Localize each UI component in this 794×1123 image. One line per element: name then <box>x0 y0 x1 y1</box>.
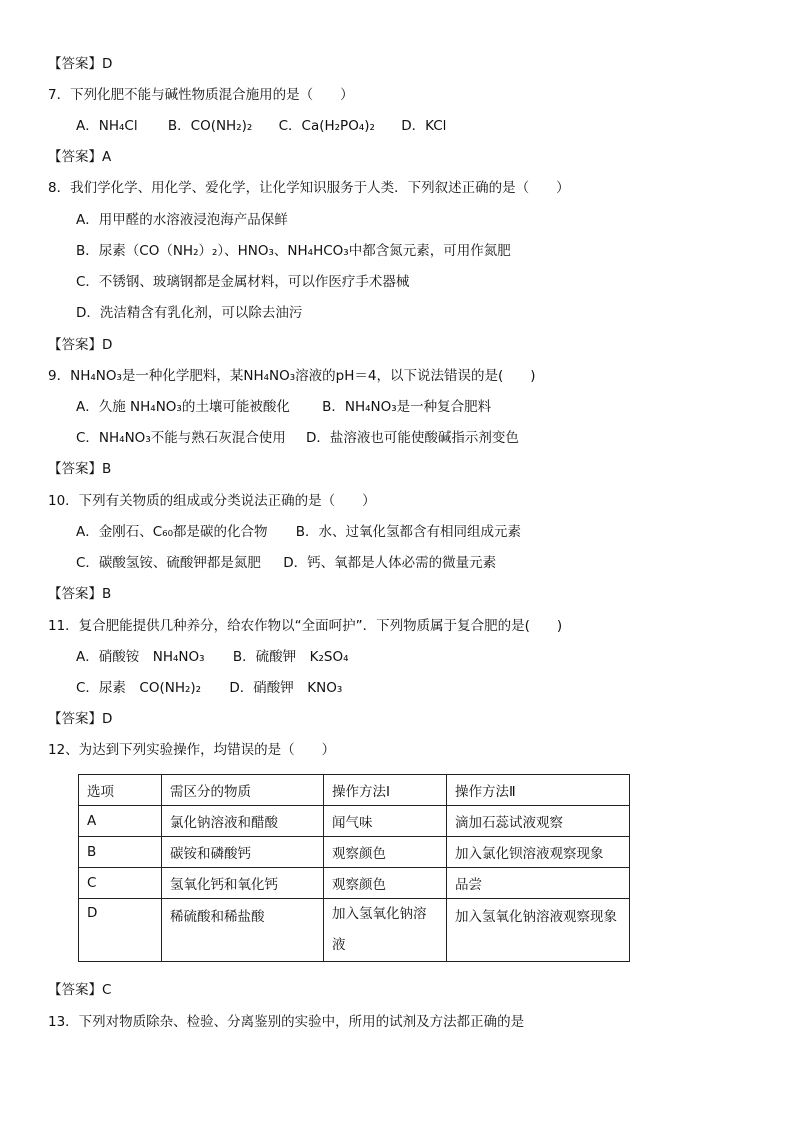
answer-11: 【答案】D <box>48 711 113 727</box>
question-12-table <box>78 774 630 962</box>
q8-option-d: D．洗洁精含有乳化剂，可以除去油污 <box>76 305 303 321</box>
question-8-stem: 8．我们学化学、用化学、爱化学，让化学知识服务于人类．下列叙述正确的是（ ） <box>48 180 570 196</box>
q7-option-c: C．Ca(H₂PO₄)₂ <box>278 118 375 134</box>
question-13-stem: 13．下列对物质除杂、检验、分离鉴别的实验中，所用的试剂及方法都正确的是 <box>48 1014 525 1030</box>
q11-option-c: C．尿素 CO(NH₂)₂ <box>76 680 202 696</box>
answer-8: 【答案】D <box>48 337 113 353</box>
table-cell: 稀硫酸和稀盐酸 <box>162 899 324 962</box>
table-header-cell: 操作方法Ⅱ <box>447 775 630 806</box>
q9-option-b: B．NH₄NO₃是一种复合肥料 <box>322 399 492 415</box>
table-cell: 氢氧化钙和氧化钙 <box>162 868 324 899</box>
table-row <box>79 899 630 962</box>
question-11-options-row2 <box>76 679 342 697</box>
table-cell: 氯化钠溶液和醋酸 <box>162 806 324 837</box>
table-cell: 观察颜色 <box>324 868 447 899</box>
question-10-options-row1 <box>76 523 521 541</box>
q10-option-a: A．金刚石、C₆₀都是碳的化合物 <box>76 524 268 540</box>
q10-option-c: C．碳酸氢铵、硫酸钾都是氮肥 <box>76 555 261 571</box>
q9-option-a: A．久施 NH₄NO₃的土壤可能被酸化 <box>76 399 290 415</box>
table-cell: 加入氢氧化钠溶液观察现象 <box>447 899 630 962</box>
table-row <box>79 806 630 837</box>
q7-option-a: A．NH₄Cl <box>76 118 138 134</box>
table-cell: D <box>79 899 162 962</box>
question-11-options-row1 <box>76 648 348 666</box>
table-cell: 加入氢氧化钠溶液 <box>324 899 447 962</box>
question-9-stem: 9．NH₄NO₃是一种化学肥料，某NH₄NO₃溶液的pH＝4，以下说法错误的是( ) <box>48 368 536 384</box>
table-header-cell: 选项 <box>79 775 162 806</box>
question-9-options-row2 <box>76 429 519 447</box>
q11-option-b: B．硫酸钾 K₂SO₄ <box>232 649 349 665</box>
question-10-stem: 10．下列有关物质的组成或分类说法正确的是（ ） <box>48 493 376 509</box>
q10-option-b: B．水、过氧化氢都含有相同组成元素 <box>295 524 522 540</box>
table-cell: C <box>79 868 162 899</box>
q10-option-d: D．钙、氧都是人体必需的微量元素 <box>283 555 497 571</box>
table-cell: 滴加石蕊试液观察 <box>447 806 630 837</box>
table-header-cell: 需区分的物质 <box>162 775 324 806</box>
q7-option-d: D．KCl <box>401 118 447 134</box>
question-10-options-row2 <box>76 554 496 572</box>
question-7-options <box>76 117 446 135</box>
answer-7: 【答案】A <box>48 149 112 165</box>
q11-option-a: A．硝酸铵 NH₄NO₃ <box>76 649 205 665</box>
q7-option-b: B．CO(NH₂)₂ <box>167 118 253 134</box>
q8-option-a: A．用甲醛的水溶液浸泡海产品保鲜 <box>76 212 288 228</box>
answer-12: 【答案】C <box>48 982 112 998</box>
question-9-options-row1 <box>76 398 491 416</box>
q8-option-b: B．尿素（CO（NH₂）₂）、HNO₃、NH₄HCO₃中都含氮元素，可用作氮肥 <box>76 243 511 259</box>
table-row <box>79 868 630 899</box>
table-cell: 观察颜色 <box>324 837 447 868</box>
table-cell: A <box>79 806 162 837</box>
answer-6: 【答案】D <box>48 56 113 72</box>
answer-10: 【答案】B <box>48 586 112 602</box>
table-row <box>79 837 630 868</box>
table-header-cell: 操作方法Ⅰ <box>324 775 447 806</box>
q8-option-c: C．不锈钢、玻璃钢都是金属材料，可以作医疗手术器械 <box>76 274 410 290</box>
question-12-stem: 12、为达到下列实验操作，均错误的是（ ） <box>48 742 336 758</box>
table-cell: 碳铵和磷酸钙 <box>162 837 324 868</box>
table-header-row <box>79 775 630 806</box>
answer-9: 【答案】B <box>48 461 112 477</box>
q9-option-d: D．盐溶液也可能使酸碱指示剂变色 <box>306 430 519 446</box>
question-11-stem: 11．复合肥能提供几种养分，给农作物以“全面呵护”．下列物质属于复合肥的是( ) <box>48 618 563 634</box>
table-cell: 加入氯化钡溶液观察现象 <box>447 837 630 868</box>
table-cell: 闻气味 <box>324 806 447 837</box>
table-cell: B <box>79 837 162 868</box>
question-7-stem: 7．下列化肥不能与碱性物质混合施用的是（ ） <box>48 87 354 103</box>
q11-option-d: D．硝酸钾 KNO₃ <box>229 680 343 696</box>
table-cell: 品尝 <box>447 868 630 899</box>
q9-option-c: C．NH₄NO₃不能与熟石灰混合使用 <box>76 430 286 446</box>
